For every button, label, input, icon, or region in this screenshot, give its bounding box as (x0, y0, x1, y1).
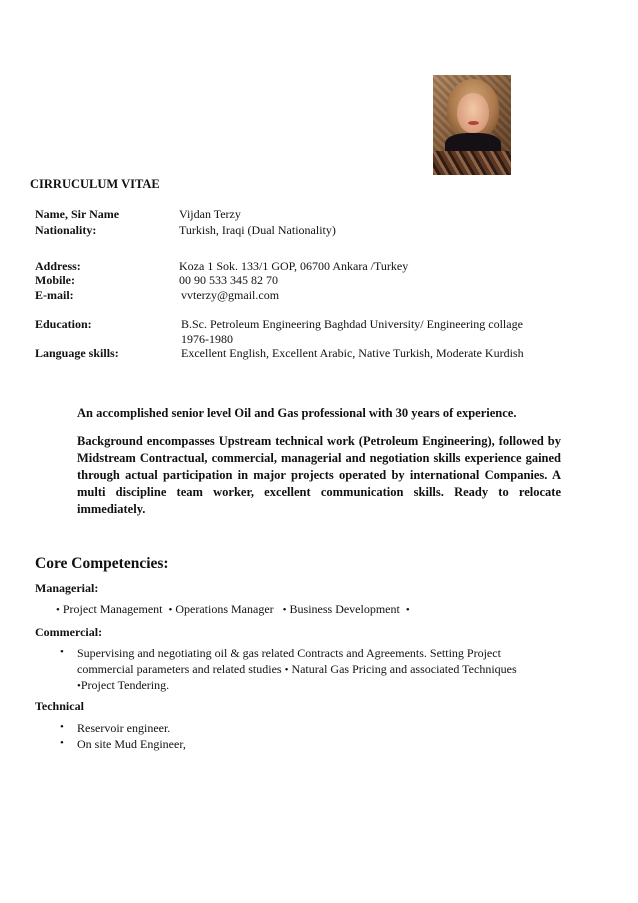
summary-paragraph: Background encompasses Upstream technical work (Petroleum Engineering), followed by Midstream Contractual, commercial, managerial and negotiation skills experience gained through actual participation in major projects operated by international Companies. A multi discipline team worker, excellent communication skills. Ready to relocate immediately. (77, 434, 561, 516)
name-label: Name, Sir Name (35, 207, 120, 221)
summary-line-1: An accomplished senior level Oil and Gas professional with 30 years of experience. (77, 406, 517, 420)
list-item: Business Development (289, 602, 400, 616)
list-item: On site Mud Engineer, (77, 737, 186, 751)
nationality-label: Nationality: (35, 223, 97, 237)
commercial-line-1: Supervising and negotiating oil & gas related Contracts and Agreements. Setting Project (77, 646, 501, 660)
email-label: E-mail: (35, 288, 74, 302)
address-value: Koza 1 Sok. 133/1 GOP, 06700 Ankara /Turkey (179, 259, 409, 273)
bullet-icon: • (77, 680, 81, 692)
competencies-heading: Core Competencies: (35, 555, 169, 572)
bullet-icon: • (60, 646, 64, 658)
commercial-line-3 (77, 678, 169, 693)
commercial-line-2 (77, 662, 517, 677)
bullet-icon: • (282, 604, 287, 616)
address-label: Address: (35, 259, 81, 273)
bullet-icon: • (60, 721, 64, 733)
list-item: Operations Manager (175, 602, 274, 616)
profile-photo (433, 75, 511, 175)
commercial-line-3-text: Project Tendering. (80, 678, 170, 692)
commercial-label: Commercial: (35, 625, 103, 639)
commercial-line-2a: commercial parameters and related studies (77, 662, 282, 676)
document-title: CIRRUCULUM VITAE (30, 177, 160, 191)
bullet-icon: • (284, 664, 289, 676)
education-years: 1976-1980 (181, 332, 233, 346)
name-value: Vijdan Terzy (179, 207, 241, 221)
language-value: Excellent English, Excellent Arabic, Native Turkish, Moderate Kurdish (181, 346, 524, 360)
mobile-label: Mobile: (35, 273, 75, 287)
list-item: Project Management (62, 602, 163, 616)
education-value: B.Sc. Petroleum Engineering Baghdad University/ Engineering collage (181, 317, 523, 331)
list-item: Reservoir engineer. (77, 721, 171, 735)
managerial-label: Managerial: (35, 581, 99, 595)
bullet-icon: • (56, 604, 60, 616)
bullet-icon: • (168, 604, 173, 616)
education-label: Education: (35, 317, 92, 331)
mobile-value: 00 90 533 345 82 70 (179, 273, 278, 287)
managerial-list (56, 602, 410, 617)
email-value: vvterzy@gmail.com (181, 288, 280, 302)
nationality-value: Turkish, Iraqi (Dual Nationality) (179, 223, 336, 237)
bullet-icon: • (60, 737, 64, 749)
commercial-line-2b: Natural Gas Pricing and associated Techniques (291, 662, 517, 676)
technical-label: Technical (35, 699, 84, 713)
language-label: Language skills: (35, 346, 119, 360)
bullet-icon: • (405, 604, 410, 616)
